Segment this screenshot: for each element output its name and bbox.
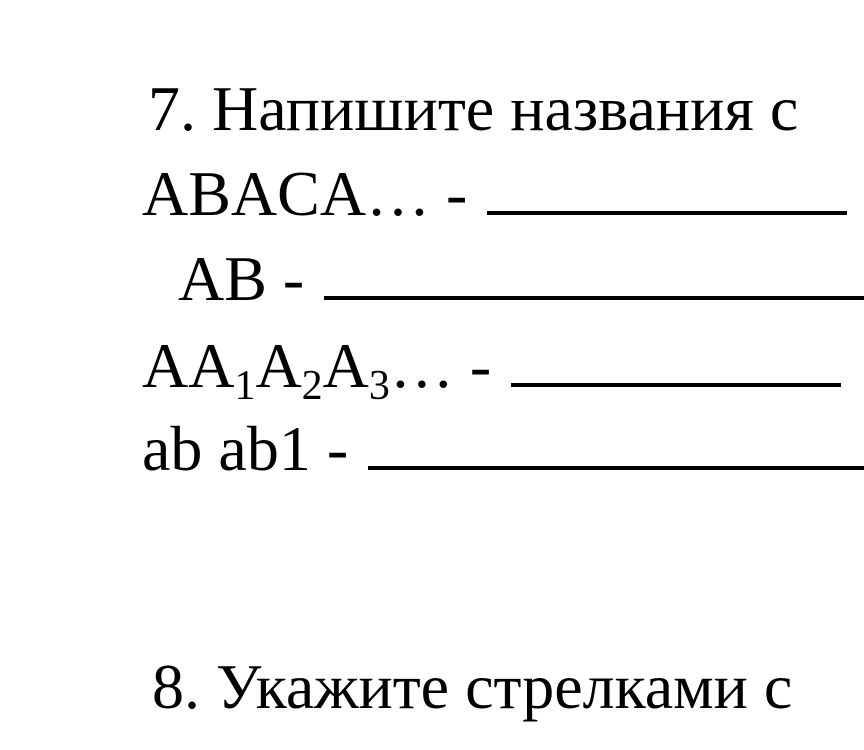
subscript-3: 3 — [368, 363, 390, 409]
answer-blank-3[interactable] — [511, 383, 841, 387]
letter-a: A — [188, 330, 235, 401]
notation-ab-ab1: ab ab1 - — [142, 413, 365, 484]
subscript-2: 2 — [301, 363, 323, 409]
notation-ab: AB - — [178, 243, 321, 314]
task-7-heading: 7. Напишите названия с — [148, 73, 799, 144]
notation-polyline — [142, 330, 508, 409]
answer-blank-1[interactable] — [487, 211, 847, 215]
ellipsis-dash: … - — [389, 330, 508, 401]
answer-blank-2[interactable] — [324, 296, 864, 300]
letter-a: A — [142, 330, 189, 401]
answer-row-polyline — [142, 330, 841, 409]
answer-row-ab — [178, 243, 864, 314]
answer-blank-4[interactable] — [368, 466, 864, 470]
task-8-heading: 8. Укажите стрелками с — [152, 651, 793, 722]
answer-row-ab-ab1 — [142, 413, 864, 484]
answer-row-abaca — [142, 158, 847, 229]
letter-a: A — [255, 330, 302, 401]
subscript-1: 1 — [234, 363, 256, 409]
notation-abaca: ABACA… - — [142, 158, 484, 229]
letter-a: A — [322, 330, 369, 401]
